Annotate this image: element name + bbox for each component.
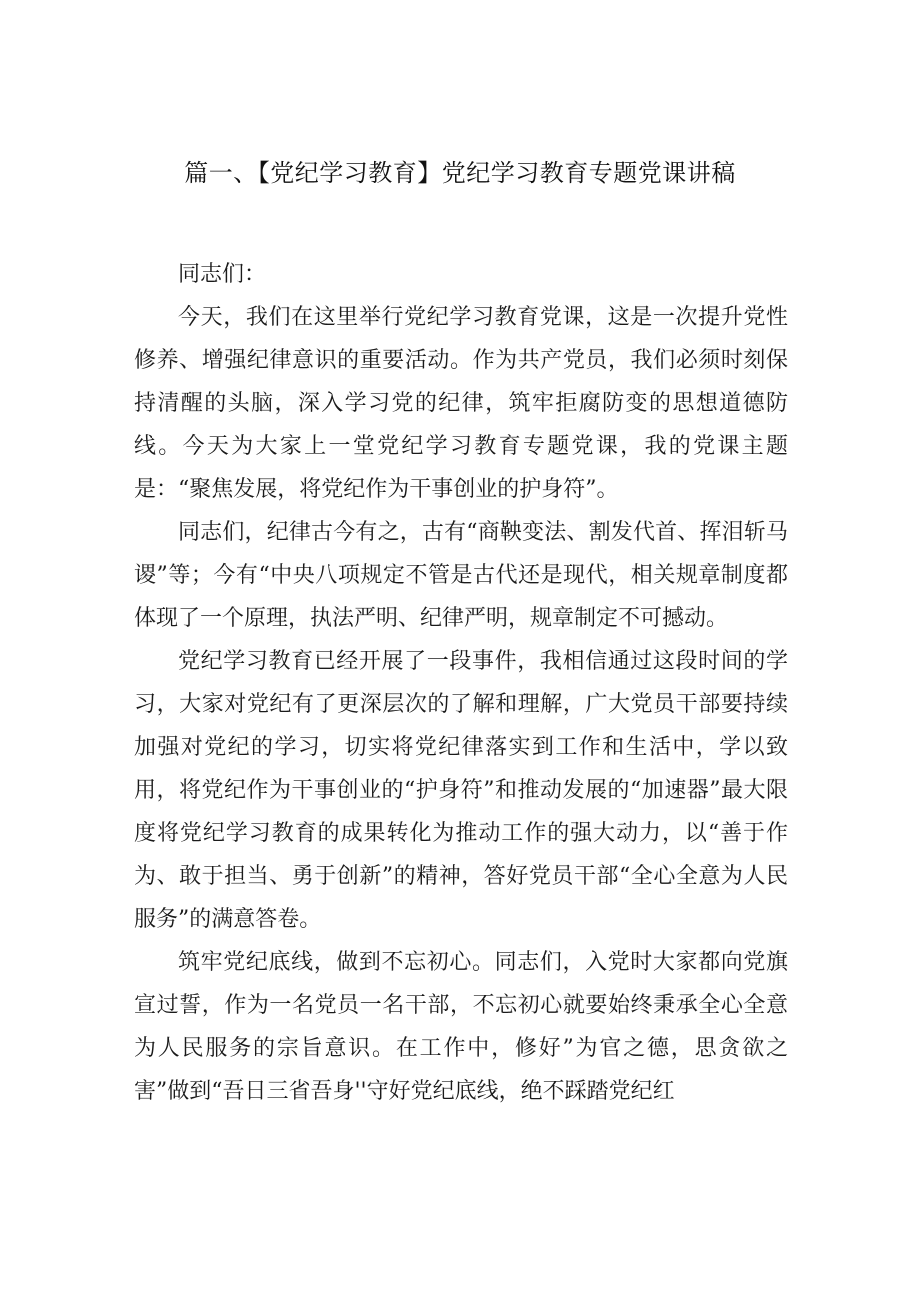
paragraph-2: 同志们，纪律古今有之，古有“商鞅变法、割发代首、挥泪斩马谡”等；今有“中央八项规定不管是古代还是现代，相关规章制度都体现了一个原理，执法严明、纪律严明，规章制定不可撼动。 <box>134 520 788 631</box>
document-body <box>134 253 788 1113</box>
paragraph-1: 今天，我们在这里举行党纪学习教育党课，这是一次提升党性修养、增强纪律意识的重要活动。作为共产党员，我们必须时刻保持清醒的头脑，深入学习党的纪律，筑牢拒腐防变的思想道德防线。今天为大家上一堂党纪学习教育专题党课，我的党课主题是：“聚焦发展，将党纪作为干事创业的护身符”。 <box>134 305 788 502</box>
paragraph-4: 筑牢党纪底线，做到不忘初心。同志们，入党时大家都向党旗宣过誓，作为一名党员一名干部，不忘初心就要始终秉承全心全意为人民服务的宗旨意识。在工作中，修好”为官之德，思贪欲之害”做到“吾日三省吾身''守好党纪底线，绝不踩踏党纪红 <box>134 950 788 1104</box>
paragraph-3: 党纪学习教育已经开展了一段事件，我相信通过这段时间的学习，大家对党纪有了更深层次的了解和理解，广大党员干部要持续加强对党纪的学习，切实将党纪律落实到工作和生活中，学以致用，将党纪作为干事创业的“护身符”和推动发展的“加速器”最大限度将党纪学习教育的成果转化为推动工作的强大动力，以“善于作为、敢于担当、勇于创新”的精神，答好党员干部“全心全意为人民服务”的满意答卷。 <box>134 649 788 932</box>
document-title: 篇一、【党纪学习教育】党纪学习教育专题党课讲稿 <box>184 159 736 187</box>
salutation: 同志们： <box>178 262 267 287</box>
